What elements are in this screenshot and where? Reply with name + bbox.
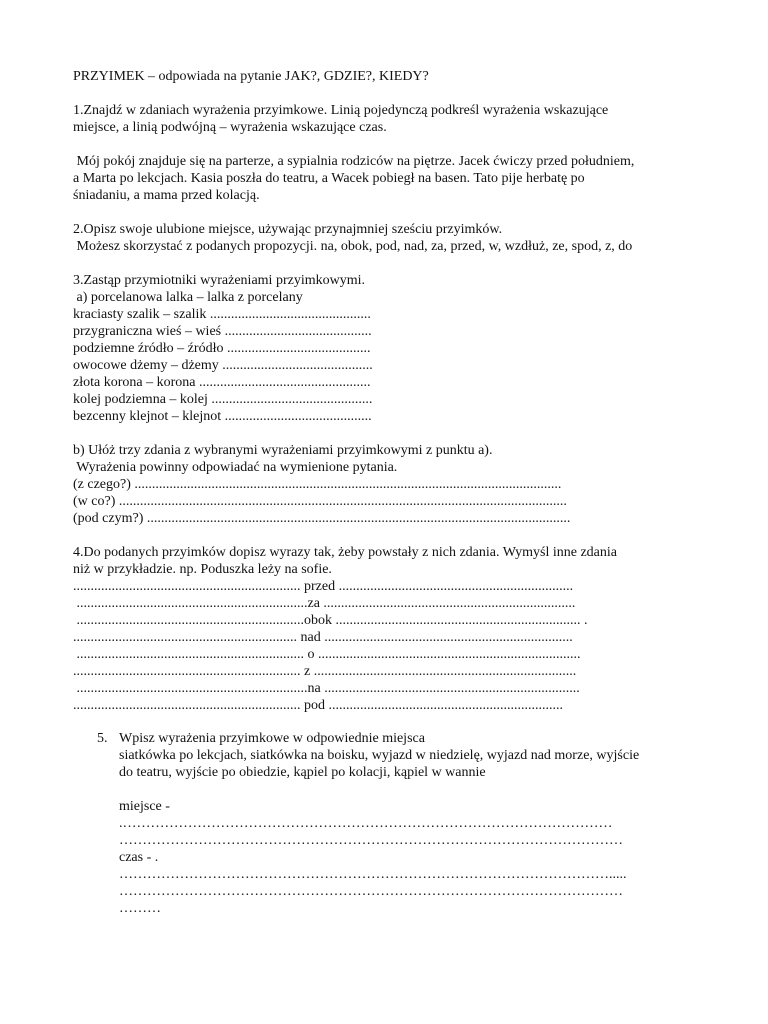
task-1-instruction-line: 1.Znajdź w zdaniach wyrażenia przyimkowe. Linią pojedynczą podkreśl wyrażenia wskazujące: [73, 103, 609, 118]
task-1-instruction-line: miejsce, a linią podwójną – wyrażenia wskazujące czas.: [73, 120, 387, 135]
task-4-fill-line[interactable]: ................................................................. z ...........................................................................: [73, 664, 577, 679]
task-4: [73, 544, 713, 714]
task-5: [73, 730, 713, 917]
task-4-fill-line[interactable]: ..................................................................za ........................................................................: [73, 596, 576, 611]
task-2: [73, 221, 713, 255]
worksheet: [73, 68, 713, 917]
task-5-line: do teatru, wyjście po obiedzie, kąpiel po kolacji, kąpiel w wannie: [119, 765, 486, 780]
task-3-fill-line[interactable]: podziemne źródło – źródło .........................................: [73, 341, 371, 356]
task-4-fill-line[interactable]: ..................................................................na .........................................................................: [73, 681, 580, 696]
task-3-fill-line[interactable]: złota korona – korona .................................................: [73, 375, 371, 390]
task-5-czas-fill-line[interactable]: …………………………………………………………………………………………….....: [119, 867, 627, 882]
task-4-fill-line[interactable]: .................................................................obok ...................................................................... .: [73, 613, 588, 628]
task-5-czas-label: czas - .: [119, 850, 159, 865]
task-3b-line: Wyrażenia powinny odpowiadać na wymienione pytania.: [73, 460, 398, 475]
task-3b-fill-line[interactable]: (z czego?) ..........................................................................................................................: [73, 477, 562, 492]
task-3-fill-line[interactable]: przygraniczna wieś – wieś ..........................................: [73, 324, 372, 339]
task-5-miejsce-fill-line[interactable]: .……………………………………………………………………………………………: [119, 816, 613, 831]
task-3: [73, 272, 713, 527]
task-3-fill-line[interactable]: kraciasty szalik – szalik ..............................................: [73, 307, 371, 322]
task-1-text-line: śniadaniu, a mama przed kolacją.: [73, 188, 260, 203]
task-5-number: 5.: [97, 731, 108, 746]
task-2-line: 2.Opisz swoje ulubione miejsce, używając przynajmniej sześciu przyimków.: [73, 222, 503, 237]
task-1-text-line: Mój pokój znajduje się na parterze, a sypialnia rodziców na piętrze. Jacek ćwiczy przed południem,: [73, 154, 635, 169]
task-4-fill-line[interactable]: ................................................................. o ...........................................................................: [73, 647, 581, 662]
task-3-fill-line[interactable]: kolej podziemna – kolej ..............................................: [73, 392, 373, 407]
task-3-fill-line[interactable]: bezcenny klejnot – klejnot ..........................................: [73, 409, 372, 424]
task-5-line: Wpisz wyrażenia przyimkowe w odpowiednie miejsca: [119, 731, 425, 746]
task-4-line: 4.Do podanych przyimków dopisz wyrazy tak, żeby powstały z nich zdania. Wymyśl inne zdania: [73, 545, 617, 560]
task-1-text-line: a Marta po lekcjach. Kasia poszła do teatru, a Wacek pobiegł na basen. Tato pije herbatę po: [73, 171, 585, 186]
task-4-fill-line[interactable]: ................................................................. przed ...................................................................: [73, 579, 574, 594]
task-3-line: 3.Zastąp przymiotniki wyrażeniami przyimkowymi.: [73, 273, 365, 288]
task-3-line: a) porcelanowa lalka – lalka z porcelany: [73, 290, 303, 305]
task-5-miejsce-fill-line[interactable]: ………………………………………………………………………………………………: [119, 833, 623, 848]
task-3b-fill-line[interactable]: (pod czym?) .........................................................................................................................: [73, 511, 571, 526]
task-5-czas-fill-line[interactable]: ………………………………………………………………………………………………: [119, 884, 623, 899]
worksheet-title: PRZYIMEK – odpowiada na pytanie JAK?, GDZIE?, KIEDY?: [73, 69, 429, 84]
task-4-fill-line[interactable]: ................................................................ nad .......................................................................: [73, 630, 573, 645]
task-5-line: siatkówka po lekcjach, siatkówka na boisku, wyjazd w niedzielę, wyjazd nad morze, wyjście: [119, 748, 640, 763]
task-1: [73, 102, 713, 204]
task-3b-fill-line[interactable]: (w co?) ................................................................................................................................: [73, 494, 567, 509]
task-4-line: niż w przykładzie. np. Poduszka leży na sofie.: [73, 562, 332, 577]
task-3-fill-line[interactable]: owocowe dżemy – dżemy ...........................................: [73, 358, 373, 373]
task-5-czas-fill-line[interactable]: ………: [119, 901, 161, 916]
task-5-miejsce-label: miejsce -: [119, 799, 170, 814]
task-4-fill-line[interactable]: ................................................................. pod ...................................................................: [73, 698, 563, 713]
task-3b-line: b) Ułóż trzy zdania z wybranymi wyrażeniami przyimkowymi z punktu a).: [73, 443, 493, 458]
task-2-line: Możesz skorzystać z podanych propozycji. na, obok, pod, nad, za, przed, w, wzdłuż, ze, spod, z, do: [73, 239, 633, 254]
